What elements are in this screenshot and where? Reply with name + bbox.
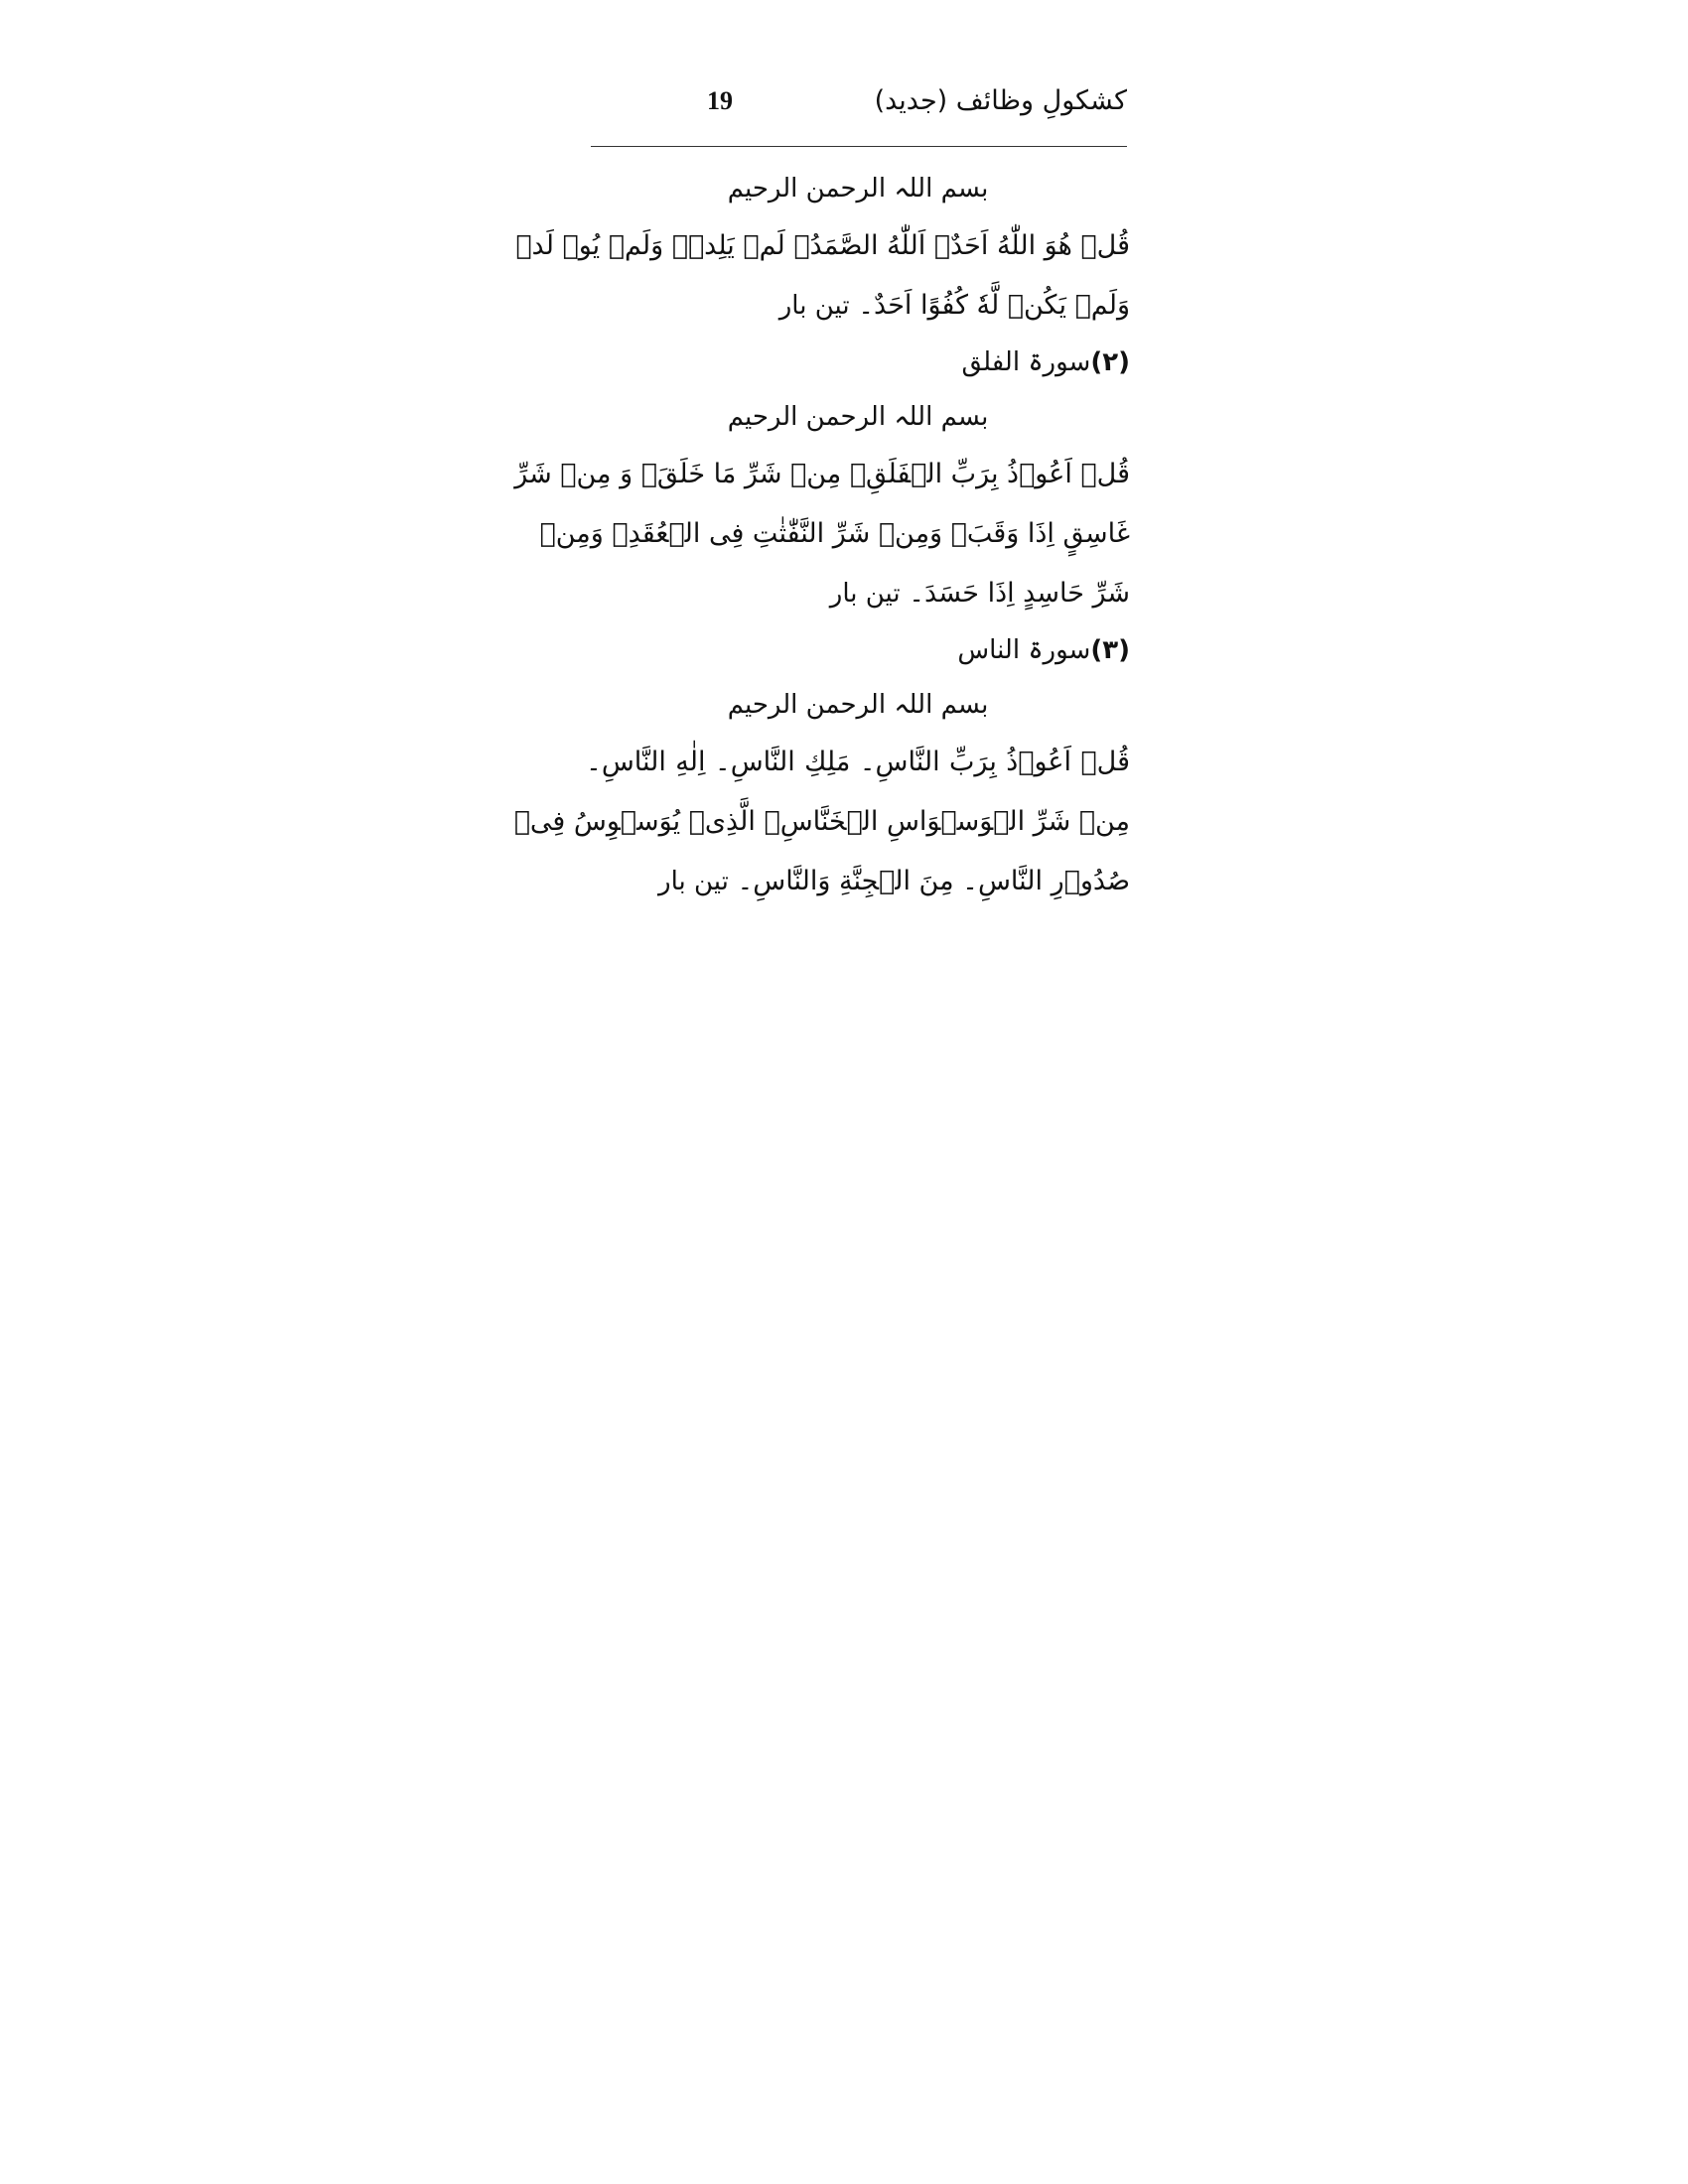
header-divider <box>591 146 1127 147</box>
bismillah: بسم اللہ الرحمن الرحیم <box>727 402 989 432</box>
bismillah: بسم اللہ الرحمن الرحیم <box>727 174 989 204</box>
surah-heading <box>586 336 1130 389</box>
page-content <box>513 161 1130 911</box>
section-ikhlas <box>515 161 1130 336</box>
verse-line: غَاسِقٍ اِذَا وَقَبَ۔ وَمِنۡ شَرِّ النَّفّٰثٰتِ فِی الۡعُقَدِ۔ وَمِنۡ <box>539 518 1130 549</box>
verse-line: قُلۡ اَعُوۡذُ بِرَبِّ النَّاسِ۔ مَلِكِ النَّاسِ۔ اِلٰهِ النَّاسِ۔ <box>586 747 1130 777</box>
verse-text: صُدُوۡرِ النَّاسِ۔ مِنَ الۡجِنَّةِ وَالنَّاسِ۔ <box>737 866 1130 896</box>
bismillah: بسم اللہ الرحمن الرحیم <box>727 690 989 720</box>
surah-title: سورۃ الفلق <box>961 347 1091 377</box>
verse-line <box>586 276 1130 336</box>
repeat-count: تین بار <box>829 579 901 609</box>
repeat-count: تین بار <box>658 867 729 896</box>
section-nas <box>513 623 1130 911</box>
verse-line: مِنۡ شَرِّ الۡوَسۡوَاسِ الۡخَنَّاسِ۔ الَّذِیۡ يُوَسۡوِسُ فِیۡ <box>513 806 1130 837</box>
verse-line <box>586 852 1130 911</box>
page-number: 19 <box>707 86 733 115</box>
surah-number: (۳) <box>1090 635 1130 665</box>
surah-heading <box>586 623 1130 677</box>
page-header <box>591 79 1127 127</box>
verse-text: وَلَمۡ يَكُنۡ لَّهٗ كُفُوًا اَحَدٌ۔ <box>858 290 1130 321</box>
verse-line: قُلۡ هُوَ اللّٰهُ اَحَدٌ۔ اَللّٰهُ الصَّمَدُ۔ لَمۡ يَلِدۡ۔ وَلَمۡ يُوۡ لَدۡ <box>515 230 1130 261</box>
repeat-count: تین بار <box>778 291 850 321</box>
surah-number: (۲) <box>1090 347 1130 377</box>
surah-title: سورۃ الناس <box>957 635 1091 665</box>
section-falaq <box>514 336 1130 623</box>
book-title: کشکولِ وظائف (جدید) <box>874 85 1127 116</box>
verse-line <box>586 564 1130 623</box>
verse-line: قُلۡ اَعُوۡذُ بِرَبِّ الۡفَلَقِ۔ مِنۡ شَرِّ مَا خَلَقَ۔ وَ مِنۡ شَرِّ <box>514 459 1130 489</box>
verse-text: شَرِّ حَاسِدٍ اِذَا حَسَدَ۔ <box>909 578 1130 609</box>
